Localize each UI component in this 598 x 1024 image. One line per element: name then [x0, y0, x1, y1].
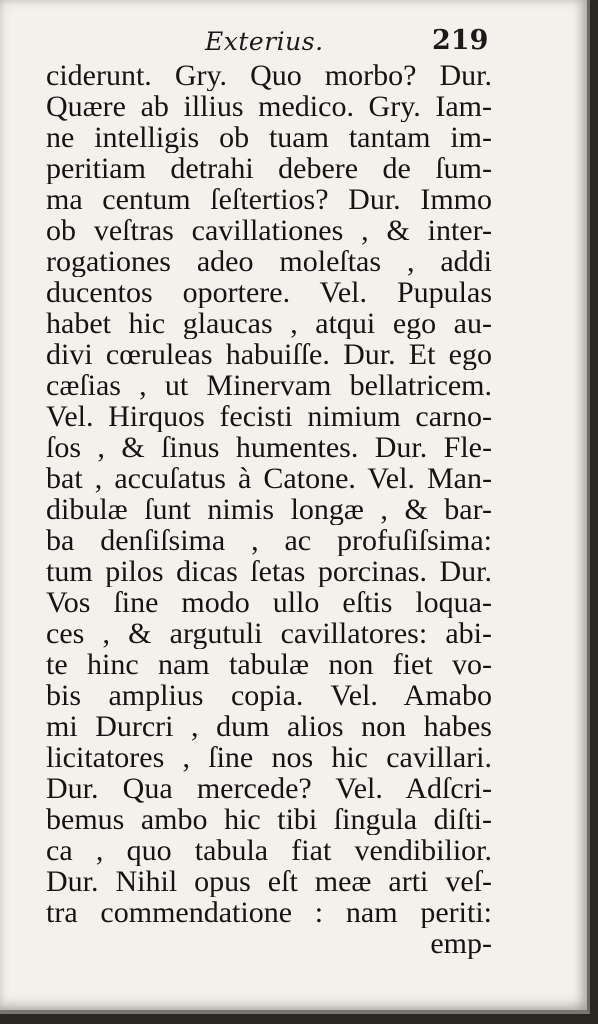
text-line: bis amplius copia. Vel. Amabo	[46, 680, 492, 711]
text-line: tra commendatione : nam periti:	[46, 897, 492, 928]
text-line: tum pilos dicas ſetas porcinas. Dur.	[46, 556, 492, 587]
text-line: ducentos oportere. Vel. Pupulas	[46, 277, 492, 308]
text-line: habet hic glaucas , atqui ego au-	[46, 308, 492, 339]
text-line: divi cœruleas habuiſſe. Dur. Et ego	[46, 339, 492, 370]
text-line: ba denſiſsima , ac profuſiſsima:	[46, 525, 492, 556]
text-line: ob veſtras cavillationes , & inter-	[46, 215, 492, 246]
text-line: ſos , & ſinus humentes. Dur. Fle-	[46, 432, 492, 463]
text-line: rogationes adeo moleſtas , addi	[46, 246, 492, 277]
text-line: ca , quo tabula fiat vendibilior.	[46, 835, 492, 866]
text-line: peritiam detrahi debere de ſum-	[46, 153, 492, 184]
text-line: mi Durcri , dum alios non habes	[46, 711, 492, 742]
text-line: te hinc nam tabulæ non fiet vo-	[46, 649, 492, 680]
text-line: licitatores , ſine nos hic cavillari.	[46, 742, 492, 773]
text-line: Dur. Nihil opus eſt meæ arti veſ-	[46, 866, 492, 897]
text-line: dibulæ ſunt nimis longæ , & bar-	[46, 494, 492, 525]
body-text	[46, 60, 492, 959]
text-line: Quære ab illius medico. Gry. Iam-	[46, 91, 492, 122]
text-line: ma centum ſeſtertios? Dur. Immo	[46, 184, 492, 215]
text-line: Vel. Hirquos fecisti nimium carno-	[46, 401, 492, 432]
text-line: cæſias , ut Minervam bellatricem.	[46, 370, 492, 401]
text-line: ne intelligis ob tuam tantam im-	[46, 122, 492, 153]
page-number: 219	[432, 25, 489, 56]
text-line: ces , & argutuli cavillatores: abi-	[46, 618, 492, 649]
running-head: Exterius.	[205, 27, 324, 56]
text-line: ciderunt. Gry. Quo morbo? Dur.	[46, 60, 492, 91]
text-line: Dur. Qua mercede? Vel. Adſcri-	[46, 773, 492, 804]
text-line: Vos ſine modo ullo eſtis loqua-	[46, 587, 492, 618]
text-line: bat , accuſatus à Catone. Vel. Man-	[46, 463, 492, 494]
catchword: emp-	[430, 928, 492, 959]
text-line: bemus ambo hic tibi ſingula diſti-	[46, 804, 492, 835]
